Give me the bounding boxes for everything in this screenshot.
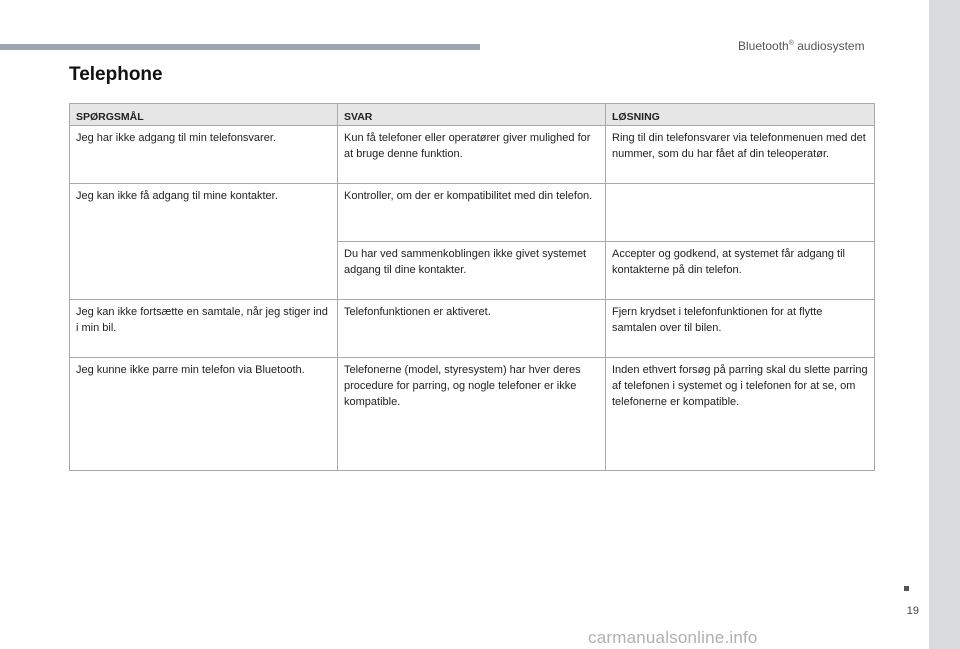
table-row xyxy=(70,358,875,471)
question-cell: Jeg kunne ikke parre min telefon via Bluetooth. xyxy=(70,358,338,471)
question-cell: Jeg har ikke adgang til min telefonsvarer. xyxy=(70,126,338,184)
solution-cell: Inden ethvert forsøg på parring skal du slette parring af telefonen i systemet og i telefonen for at se, om telefonerne er kompatible. xyxy=(606,358,875,471)
question-cell: Jeg kan ikke få adgang til mine kontakter. xyxy=(70,184,338,300)
solution-cell: Fjern krydset i telefonfunktionen for at flytte samtalen over til bilen. xyxy=(606,300,875,358)
table-header-row xyxy=(70,104,875,126)
answer-cell: Du har ved sammenkoblingen ikke givet systemet adgang til dine kontakter. xyxy=(338,242,606,300)
faq-table xyxy=(69,103,875,471)
header-bar xyxy=(0,44,480,50)
page-edge-tab xyxy=(929,0,960,649)
answer-cell: Kun få telefoner eller operatører giver mulighed for at bruge denne funktion. xyxy=(338,126,606,184)
answer-cell: Kontroller, om der er kompatibilitet med din telefon. xyxy=(338,184,606,242)
page-marker-icon xyxy=(904,586,909,591)
table-row xyxy=(70,300,875,358)
answer-cell: Telefonfunktionen er aktiveret. xyxy=(338,300,606,358)
solution-cell: Ring til din telefonsvarer via telefonmenuen med det nummer, som du har fået af din teleoperatør. xyxy=(606,126,875,184)
column-header-question: SPØRGSMÅL xyxy=(70,104,338,126)
column-header-solution: LØSNING xyxy=(606,104,875,126)
solution-cell xyxy=(606,184,875,242)
page-number: 19 xyxy=(906,605,919,617)
solution-cell: Accepter og godkend, at systemet får adgang til kontakterne på din telefon. xyxy=(606,242,875,300)
answer-cell: Telefonerne (model, styresystem) har hver deres procedure for parring, og nogle telefoner er ikke kompatible. xyxy=(338,358,606,471)
question-cell: Jeg kan ikke fortsætte en samtale, når jeg stiger ind i min bil. xyxy=(70,300,338,358)
section-label: Bluetooth® audiosystem xyxy=(738,39,865,53)
watermark: carmanualsonline.info xyxy=(588,628,758,647)
page-title: Telephone xyxy=(69,64,163,85)
column-header-answer: SVAR xyxy=(338,104,606,126)
table-row xyxy=(70,126,875,184)
table-row xyxy=(70,184,875,242)
